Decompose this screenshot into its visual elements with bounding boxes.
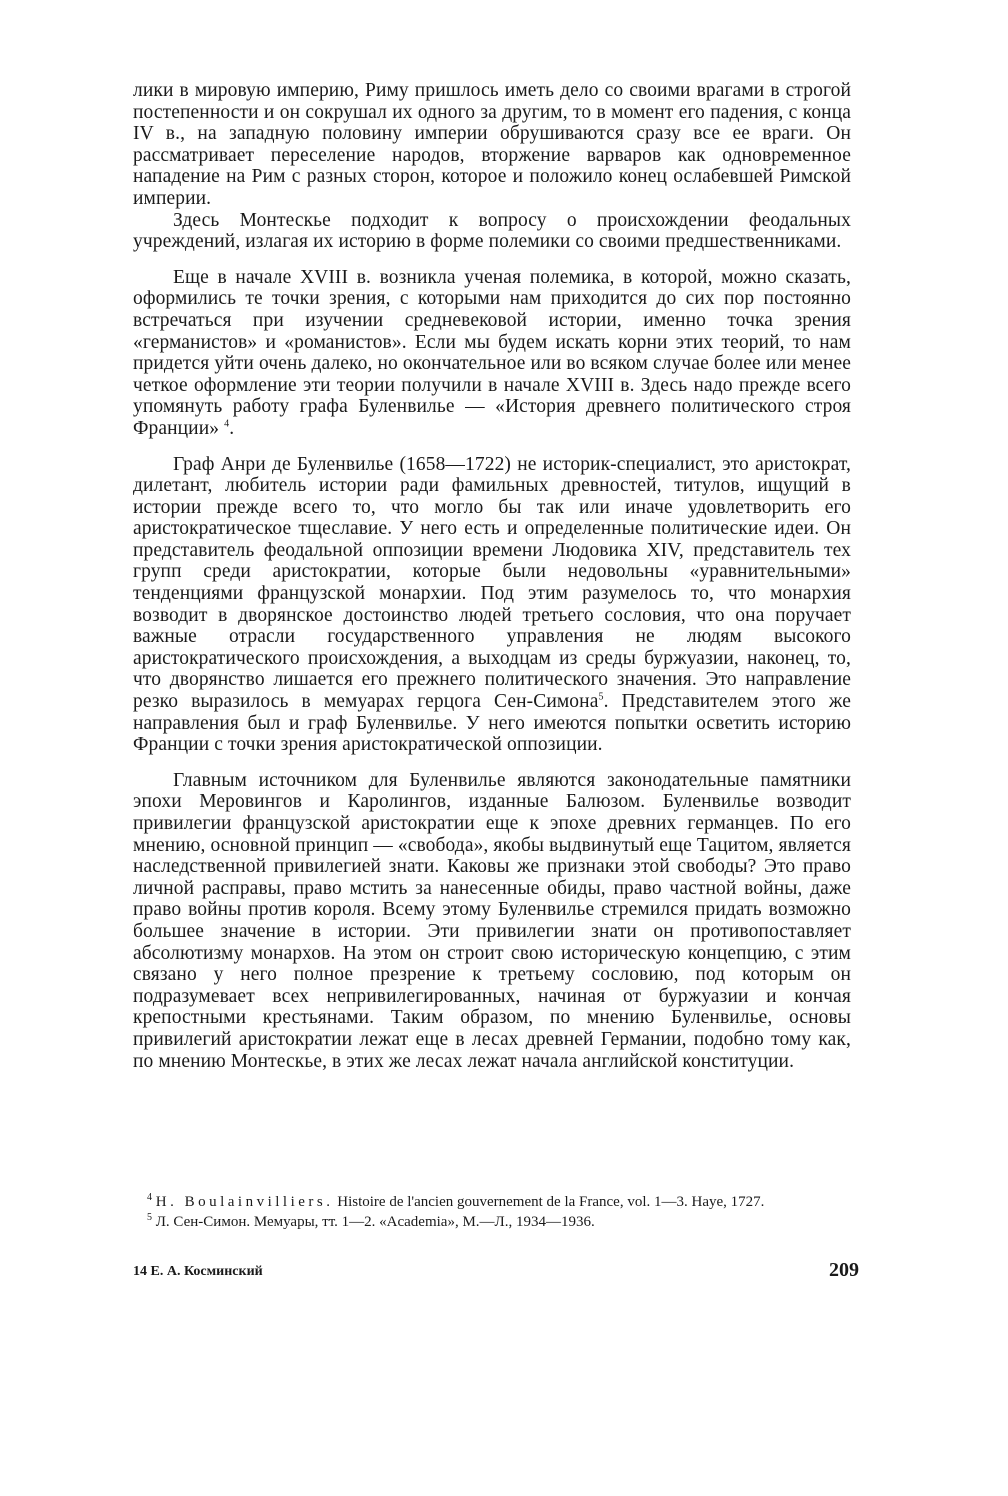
footnotes <box>133 1192 851 1232</box>
paragraph-2: Здесь Монтескье подходит к вопросу о происхождении феодальных учреждений, излагая их историю в форме полемики со своими предшественниками. <box>133 209 851 253</box>
footnote-mark-4: 4 <box>147 1192 152 1203</box>
paragraph-4-text: Граф Анри де Буленвилье (1658—1722) не историк-специалист, это аристократ, дилетант, любитель истории ради фамильных древностей, титулов, ищущий в истории прежде всего то, что могло бы так или иначе удовлетворить его аристократическое тщеславие. У него есть и определенные политические идеи. Он представитель феодальной оппозиции времени Людовика XIV, представитель тех групп среди аристократии, которые были недовольны «уравнительными» тенденциями французской монархии. Под этим разумелось то, что монархия возводит в дворянское достоинство людей третьего сословия, что она поручает важные отрасли государственного управления не людям высокого аристократического происхождения, а выходцам из среды буржуазии, наконец, то, что дворянство лишается его прежнего политического значения. Это направление резко выразилось в мемуарах герцога Сен-Симона <box>133 453 851 713</box>
footnote-5-text: Л. Сен-Симон. Мемуары, тт. 1—2. «Academia», М.—Л., 1934—1936. <box>155 1214 595 1230</box>
footnote-4 <box>133 1192 851 1212</box>
paragraph-3-text: Еще в начале XVIII в. возникла ученая полемика, в которой, можно сказать, оформились те точки зрения, с которыми нам приходится до сих пор постоянно встречаться при изучении средневековой истории, именно точка зрения «германистов» и «романистов». Если мы будем искать корни этих теорий, то нам придется уйти очень далеко, но окончательное или во всяком случае более или менее четкое оформление эти теории получили в начале XVIII в. Здесь надо прежде всего упомянуть работу графа Буленвилье — «История древнего политического строя Франции» <box>133 266 851 439</box>
paragraph-4 <box>133 454 851 756</box>
page-number: 209 <box>829 1259 859 1281</box>
footnote-4-author: H. Boulainvilliers. <box>155 1194 334 1210</box>
footnote-ref-5: 5 <box>598 691 604 703</box>
footnote-4-text: Histoire de l'ancien gouvernement de la France, vol. 1—3. Haye, 1727. <box>337 1194 765 1210</box>
paragraph-4-text-cont: . Представителем этого же направления был и граф Буленвилье. У него имеются попытки осветить историю Франции с точки зрения аристократической оппозиции. <box>133 691 851 756</box>
paragraph-3: Еще в начале XVIII в. возникла ученая полемика, в которой, можно сказать, оформились те точки зрения, с которыми нам приходится до сих пор постоянно встречаться при изучении средневековой истории, именно точка зрения «германистов» и «романистов». Если мы будем искать корни этих теорий, то нам придется уйти очень далеко, но окончательное или во всяком случае более или менее четкое оформление эти теории получили в начале XVIII в. Здесь надо прежде всего упомянуть работу графа Буленвилье — «История древнего политического строя Франции» $^4$. <box>133 266 851 439</box>
paragraph-1: лики в мировую империю, Риму пришлось иметь дело со своими врагами в строгой постепенности и он сокрушал их одного за другим, то в момент его падения, с конца IV в., на западную половину империи обрушиваются сразу все ее враги. Он рассматривает переселение народов, вторжение варваров как одновременное нападение на Рим с разных сторон, которое и положило конец ослабевшей Римской империи. <box>133 80 851 209</box>
footnote-mark-5: 5 <box>147 1212 152 1223</box>
printer-signature: 14 Е. А. Косминский <box>133 1264 263 1279</box>
page-body <box>133 80 851 1072</box>
footnote-ref-4: 4 <box>224 418 230 430</box>
paragraph-5: Главным источником для Буленвилье являются законодательные памятники эпохи Меровингов и Каролингов, изданные Балюзом. Буленвилье возводит привилегии французской аристократии еще к эпохе древних германцев. По его мнению, основной принцип — «свобода», якобы выдвинутый еще Тацитом, является наследственной привилегией знати. Каковы же признаки этой свободы? Это право личной расправы, право мстить за нанесенные обиды, право частной войны, даже право войны против короля. Всему этому Буленвилье стремился придать возможно большее значение в истории. Эти привилегии знати он противопоставляет абсолютизму монархов. На этом он строит свою историческую концепцию, с этим связано у него полное презрение к третьему сословию, под которым он подразумевает всех непривилегированных, начиная от буржуазии и кончая крепостными крестьянами. Таким образом, по мнению Буленвилье, основы привилегий аристократии лежат еще в лесах древней Германии, подобно тому как, по мнению Монтескье, в этих же лесах лежат начала английской конституции. <box>133 769 851 1072</box>
footnote-5 <box>133 1212 851 1232</box>
